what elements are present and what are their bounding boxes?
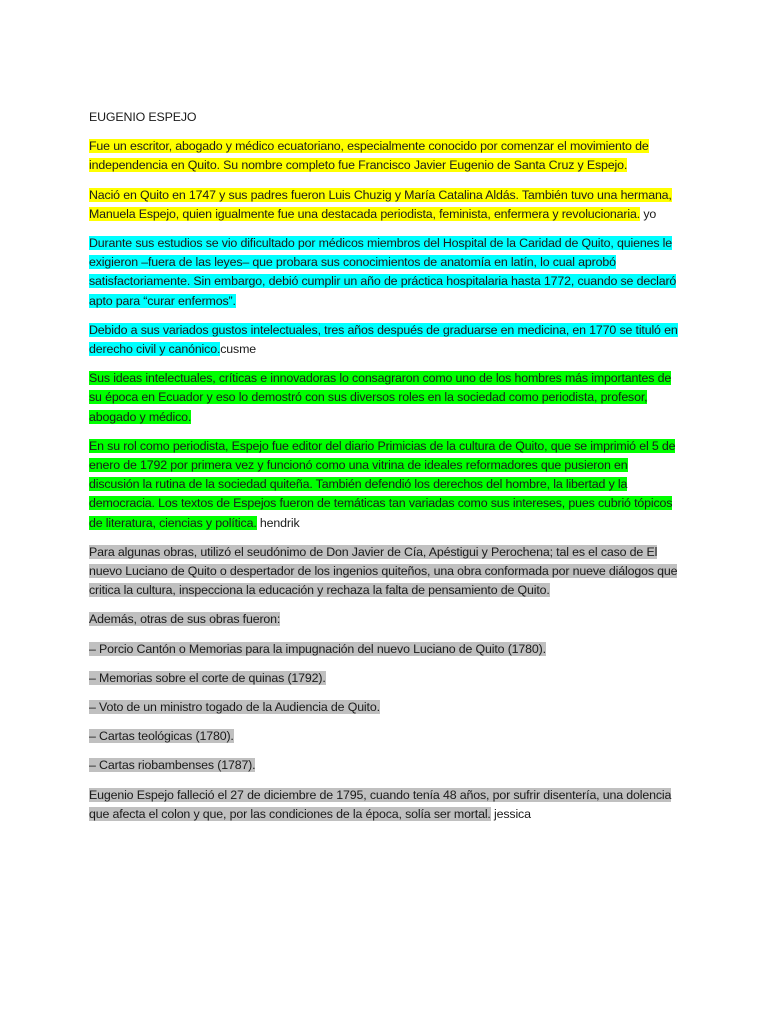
list-item-text: – Cartas teológicas (1780). <box>89 729 234 744</box>
list-item-3 <box>89 698 681 717</box>
paragraph-text: Para algunas obras, utilizó el seudónimo de Don Javier de Cía, Apéstigui y Perochena; tal es el caso de El nuevo Luciano de Quito o despertador de los ingenios quiteños, una obra conformada por nueve diálogos que critica la cultura, inspecciona la educación y rechaza la falta de pensamiento de Quito. <box>89 544 678 598</box>
paragraph-text: Nació en Quito en 1747 y sus padres fueron Luis Chuzig y María Catalina Aldás. También tuvo una hermana, Manuela Espejo, quien igualmente fue una destacada periodista, feminista, enfermera y revolucionaria. <box>89 187 672 221</box>
signature-note: cusme <box>220 342 256 357</box>
list-item-text: – Memorias sobre el corte de quinas (1792). <box>89 670 326 685</box>
signature-note: jessica <box>490 806 531 821</box>
document-page <box>89 108 681 834</box>
list-item-text: – Cartas riobambenses (1787). <box>89 758 256 773</box>
paragraph-8 <box>89 610 681 629</box>
signature-note: yo <box>640 206 657 221</box>
list-item-1 <box>89 640 681 659</box>
paragraph-7 <box>89 543 681 601</box>
paragraph-3 <box>89 234 681 311</box>
paragraph-1 <box>89 137 681 175</box>
list-item-text: – Porcio Cantón o Memorias para la impugnación del nuevo Luciano de Quito (1780). <box>89 641 546 656</box>
list-item-text: – Voto de un ministro togado de la Audiencia de Quito. <box>89 700 380 715</box>
paragraph-text: En su rol como periodista, Espejo fue editor del diario Primicias de la cultura de Quito, que se imprimió el 5 de enero de 1792 por primera vez y funcionó como una vitrina de ideales reformadores que pusieron en discusión la rutina de la sociedad quiteña. También defendió los derechos del hombre, la libertad y la democracia. Los textos de Espejos fueron de temáticas tan variadas como sus intereses, pues cubrió tópicos de literatura, ciencias y política. <box>89 438 676 530</box>
paragraph-9 <box>89 786 681 824</box>
paragraph-text: Eugenio Espejo falleció el 27 de diciembre de 1795, cuando tenía 48 años, por sufrir disentería, una dolencia que afecta el colon y que, por las condiciones de la época, solía ser mortal. <box>89 787 672 821</box>
paragraph-5 <box>89 369 681 427</box>
paragraph-6 <box>89 437 681 533</box>
list-item-4 <box>89 727 681 746</box>
paragraph-text: Debido a sus variados gustos intelectuales, tres años después de graduarse en medicina, en 1770 se tituló en derecho civil y canónico. <box>89 322 678 357</box>
list-item-5 <box>89 756 681 775</box>
paragraph-text: Fue un escritor, abogado y médico ecuatoriano, especialmente conocido por comenzar el movimiento de independencia en Quito. Su nombre completo fue Francisco Javier Eugenio de Santa Cruz y Espejo. <box>89 139 649 173</box>
signature-note: hendrik <box>256 515 300 530</box>
paragraph-text: Sus ideas intelectuales, críticas e innovadoras lo consagraron como uno de los hombres más importantes de su época en Ecuador y eso lo demostró con sus diversos roles en la sociedad como periodista, profesor, abogado y médico. <box>89 371 672 424</box>
paragraph-text: Durante sus estudios se vio dificultado por médicos miembros del Hospital de la Caridad de Quito, quienes le exigieron –fuera de las leyes– que probara sus conocimientos de anatomía en latín, lo cual aprobó satisfactoriamente. Sin embargo, debió cumplir un año de práctica hospitalaria hasta 1772, cuando se declaró apto para “curar enfermos”. <box>89 236 677 308</box>
paragraph-text: Además, otras de sus obras fueron: <box>89 612 281 627</box>
paragraph-4 <box>89 321 681 359</box>
paragraph-2 <box>89 186 681 224</box>
document-title: EUGENIO ESPEJO <box>89 110 197 124</box>
list-item-2 <box>89 669 681 688</box>
